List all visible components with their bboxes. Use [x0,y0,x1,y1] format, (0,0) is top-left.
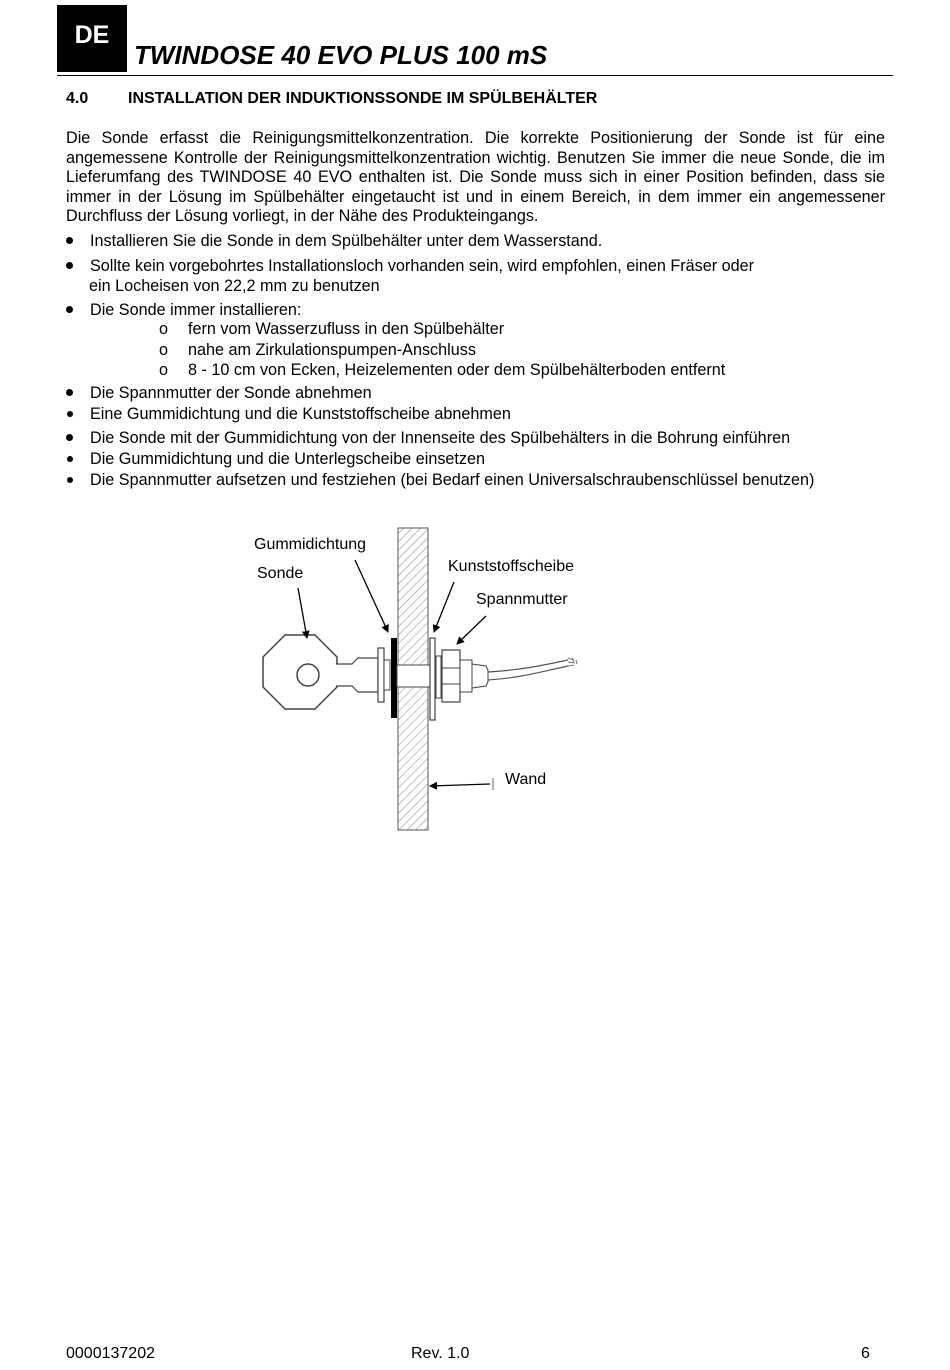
probe-arrow [298,588,307,638]
label-plastic-washer: Kunststoffscheibe [448,558,575,575]
bullet-icon [67,411,73,417]
nut-arrow [457,616,486,644]
list-item-text: Die Spannmutter der Sonde abnehmen [90,384,372,402]
clamping-nut [442,650,460,702]
footer-revision: Rev. 1.0 [411,1345,470,1362]
section-number: 4.0 [66,90,89,107]
list-item-text: Die Sonde mit der Gummidichtung von der Innenseite des Spülbehälters in die Bohrung einführen [90,429,791,447]
list-item-text [89,256,755,295]
washer-2 [436,656,441,698]
label-probe: Sonde [257,565,304,582]
sub-bullet-marker: o [159,320,169,338]
list-item-line: ein Locheisen von 22,2 mm zu benutzen [89,277,380,295]
probe-hole [297,664,319,686]
sub-list-item-text: 8 - 10 cm von Ecken, Heizelementen oder dem Spülbehälterboden entfernt [188,361,726,379]
nut-collar [460,660,472,692]
document-title: TWINDOSE 40 EVO PLUS 100 mS [134,40,548,70]
list-item-text: Die Gummidichtung und die Unterlegscheibe einsetzen [90,450,486,468]
bullet-icon [67,456,73,462]
cable-wires [568,658,577,666]
cable-gland [472,664,488,688]
list-item-text: Die Spannmutter aufsetzen und festziehen (bei Bedarf einen Universalschraubenschlüssel benutzen) [90,471,815,489]
section-title: INSTALLATION DER INDUKTIONSSONDE IM SPÜLBEHÄLTER [128,90,598,107]
plastic-washer [430,638,435,720]
footer-doc-number: 0000137202 [66,1345,155,1362]
intro-paragraph: Die Sonde erfasst die Reinigungsmittelkonzentration. Die korrekte Positionierung der Sonde ist für eine angemessene Kontrolle der Reinigungsmittelkonzentration wichtig. Benutzen Sie immer die neue Sonde, die im Lieferumfang des TWINDOSE 40 EVO enthalten ist. Die Sonde muss sich in einer Position befinden, dass sie immer in der Lösung im Spülbehälter eingetaucht ist und in einem Bereich, in dem immer ein angemessener Durchfluss der Lösung vorliegt, in der Nähe des Produkteingangs. [66,129,885,226]
list-item-text: Eine Gummidichtung und die Kunststoffscheibe abnehmen [90,405,511,423]
probe-cable [488,660,568,672]
list-item-text: Installieren Sie die Sonde in dem Spülbehälter unter dem Wasserstand. [90,232,603,250]
rubber-gasket [391,638,397,718]
section-heading [66,90,597,108]
probe-installation-diagram [250,520,600,840]
label-wall: Wand [505,771,547,788]
list-item-text: Die Sonde immer installieren: [90,301,302,319]
header-divider [57,75,893,76]
wall-arrow [430,784,490,786]
language-badge: DE [57,5,127,72]
probe-flange-2 [384,660,390,690]
sub-bullet-marker: o [159,361,169,379]
bullet-icon [67,477,73,483]
bullet-icon [66,389,73,396]
label-gasket: Gummidichtung [254,536,367,553]
washer-arrow [434,582,454,632]
sub-bullet-marker: o [159,341,169,359]
sub-list-item-text: nahe am Zirkulationspumpen-Anschluss [188,341,476,359]
sub-list-item-text: fern vom Wasserzufluss in den Spülbehälter [188,320,505,338]
bullet-icon [66,434,73,441]
bullet-icon [66,306,73,313]
bullet-icon [66,262,73,269]
footer-page-number: 6 [861,1345,870,1362]
bullet-icon [66,237,73,244]
gasket-arrow [355,560,388,632]
label-nut: Spannmutter [476,591,568,608]
list-item-line: Sollte kein vorgebohrtes Installationsloch vorhanden sein, wird empfohlen, einen Fräser oder [90,257,755,275]
probe-flange [378,648,384,702]
probe-stem [336,658,378,692]
